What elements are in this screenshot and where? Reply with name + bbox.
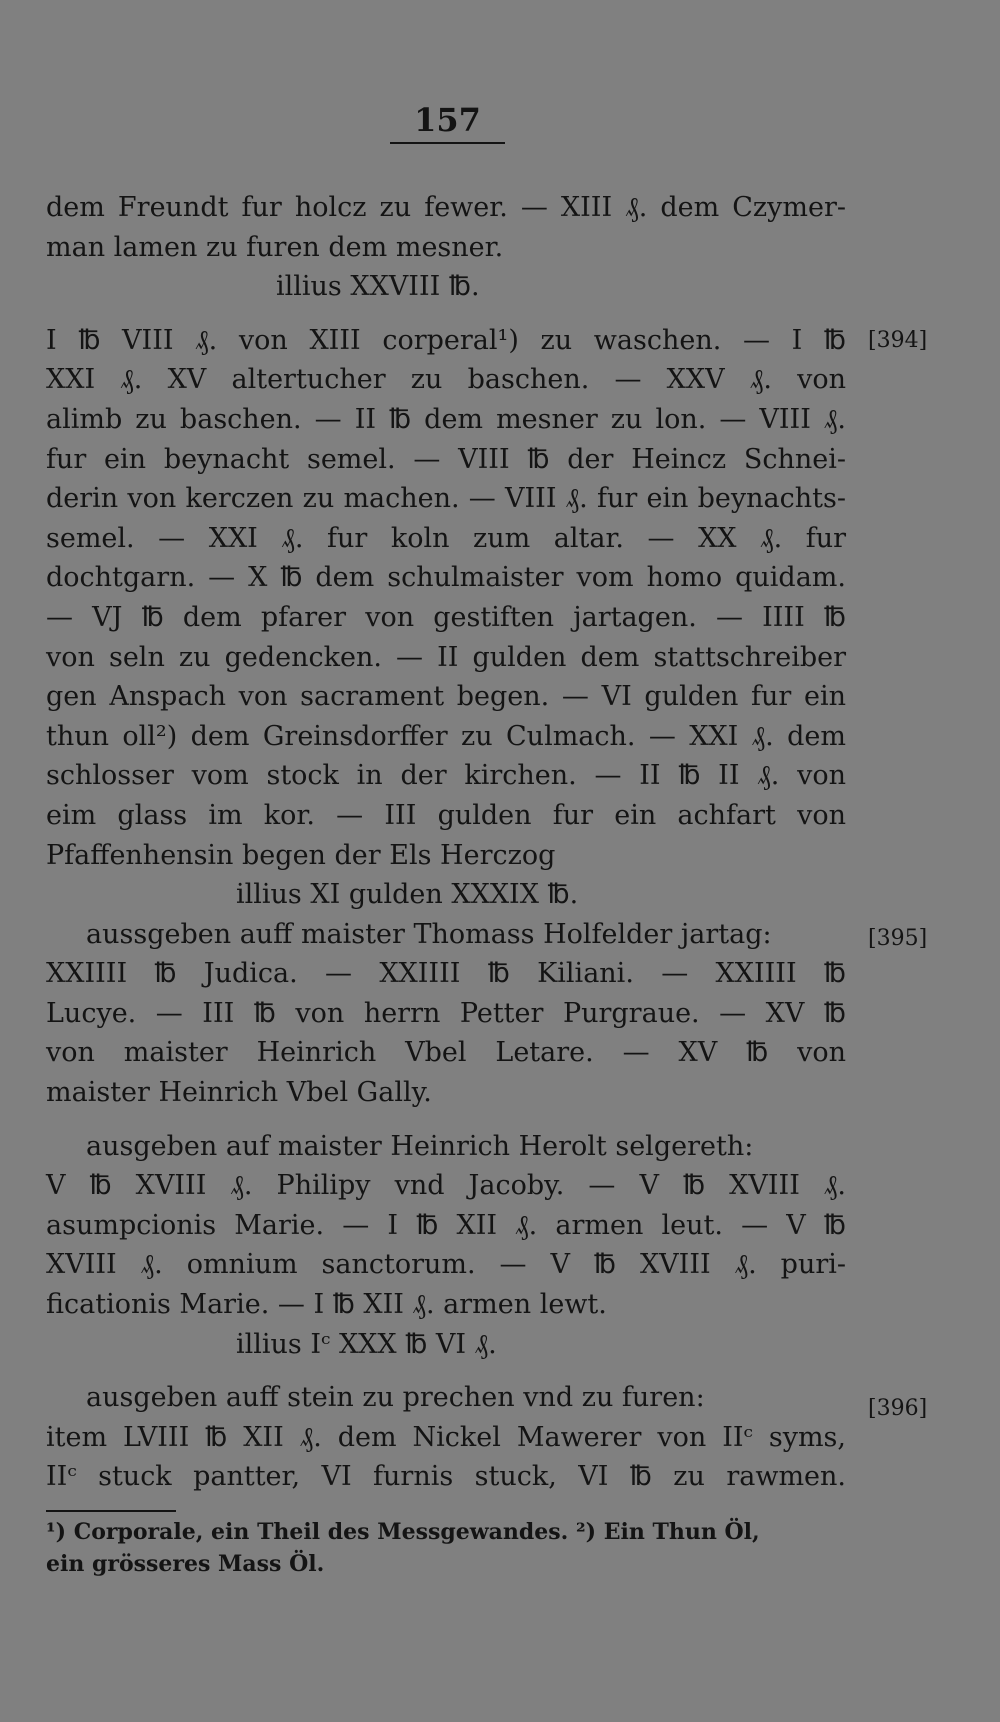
text-line: gen Anspach von sacrament begen. — VI gulden fur ein — [46, 681, 846, 713]
margin-note: [395] — [868, 926, 928, 951]
text-line: fur ein beynacht semel. — VIII ℔ der Heincz Schnei- — [46, 443, 846, 475]
section-heading: ausgeben auf maister Heinrich Herolt selgereth: — [86, 1130, 754, 1162]
text-line: von seln zu gedencken. — II gulden dem stattschreiber — [46, 641, 846, 673]
text-line: dem Freundt fur holcz zu fewer. — XIII ₰. dem Czymer- — [46, 192, 846, 223]
text-line: derin von kerczen zu machen. — VIII ₰. fur ein beynachts- — [46, 483, 846, 515]
text-line: XXIIII ℔ Judica. — XXIIII ℔ Kiliani. — XXIIII ℔ — [46, 958, 846, 990]
footnotes — [46, 1516, 846, 1580]
text-line: ficationis Marie. — I ℔ XII ₰. armen lewt. — [46, 1289, 607, 1321]
text-line: eim glass im kor. — III gulden fur ein achfart von — [46, 799, 846, 831]
text-line: thun oll²) dem Greinsdorffer zu Culmach. — XXI ₰. dem — [46, 720, 846, 752]
text-line: XVIII ₰. omnium sanctorum. — V ℔ XVIII ₰. puri- — [46, 1249, 846, 1281]
main-text — [46, 188, 846, 1497]
text-line: XXI ₰. XV altertucher zu baschen. — XXV ₰. von — [46, 364, 846, 396]
text-line: IIᶜ stuck pantter, VI furnis stuck, VI ℔ zu rawmen. — [46, 1461, 846, 1493]
text-line: — VJ ℔ dem pfarer von gestiften jartagen. — IIII ℔ — [46, 601, 846, 633]
section-heading: ausgeben auff stein zu prechen vnd zu furen: — [86, 1382, 705, 1414]
footnote-line: ¹) Corporale, ein Theil des Messgewandes. ²) Ein Thun Öl, — [46, 1519, 760, 1545]
footnote-line: ein grösseres Mass Öl. — [46, 1551, 325, 1577]
sum-line: illius XI gulden XXXIX ℔. — [236, 879, 579, 911]
text-line: item LVIII ℔ XII ₰. dem Nickel Mawerer von IIᶜ syms, — [46, 1421, 846, 1453]
text-line: asumpcionis Marie. — I ℔ XII ₰. armen leut. — V ℔ — [46, 1209, 846, 1241]
footnote-rule — [46, 1510, 176, 1512]
page-number: 157 — [390, 102, 505, 144]
margin-note: [396] — [868, 1396, 928, 1421]
section-heading: aussgeben auff maister Thomass Holfelder jartag: — [86, 918, 772, 950]
text-line: dochtgarn. — X ℔ dem schulmaister vom homo quidam. — [46, 562, 846, 594]
text-line: schlosser vom stock in der kirchen. — II ℔ II ₰. von — [46, 760, 846, 792]
text-line: Pfaffenhensin begen der Els Herczog — [46, 839, 556, 871]
text-line: maister Heinrich Vbel Gally. — [46, 1077, 432, 1109]
text-line: alimb zu baschen. — II ℔ dem mesner zu lon. — VIII ₰. — [46, 403, 846, 435]
sum-line: illius Iᶜ XXX ℔ VI ₰. — [236, 1328, 497, 1360]
sum-line: illius XXVIII ℔. — [276, 271, 480, 303]
text-line: Lucye. — III ℔ von herrn Petter Purgraue. — XV ℔ — [46, 997, 846, 1029]
text-line: man lamen zu furen dem mesner. — [46, 231, 504, 263]
text-line: von maister Heinrich Vbel Letare. — XV ℔ von — [46, 1037, 846, 1069]
text-line: semel. — XXI ₰. fur koln zum altar. — XX ₰. fur — [46, 522, 846, 554]
text-line: V ℔ XVIII ₰. Philipy vnd Jacoby. — V ℔ XVIII ₰. — [46, 1170, 846, 1202]
margin-note: [394] — [868, 328, 928, 353]
text-line: I ℔ VIII ₰. von XIII corperal¹) zu waschen. — I ℔ — [46, 324, 846, 356]
